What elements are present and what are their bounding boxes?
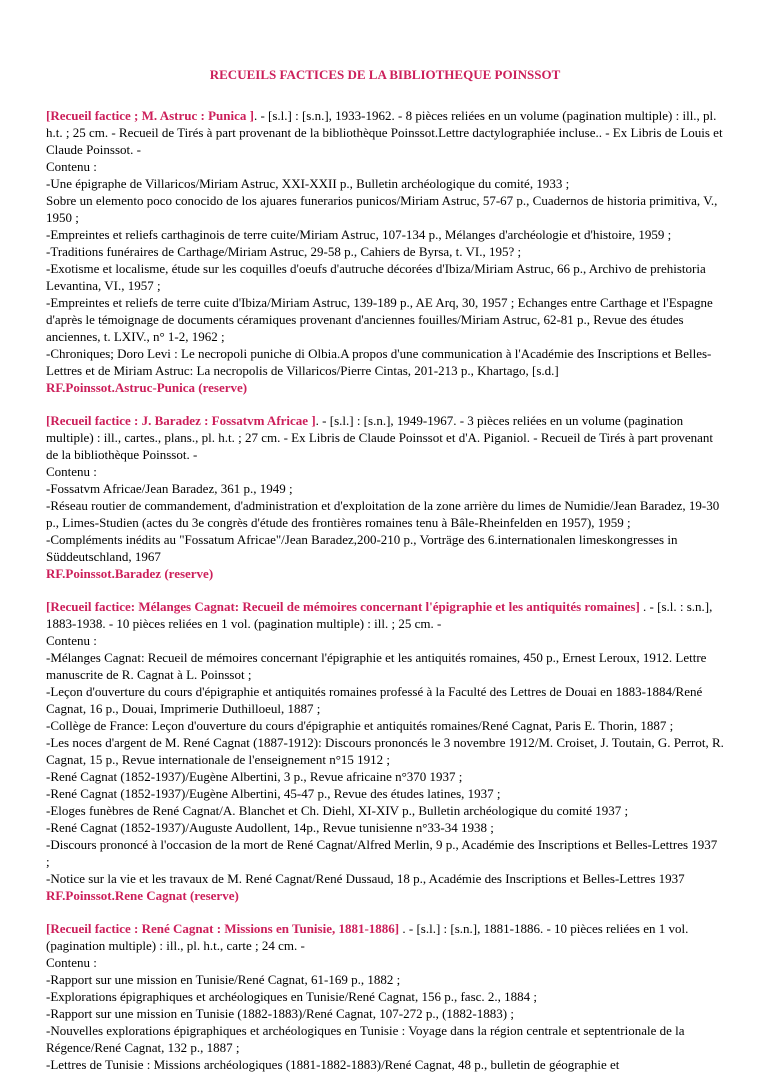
call-number: RF.Poinssot.Baradez (reserve) xyxy=(46,566,214,581)
contents-item: -Réseau routier de commandement, d'administration et d'exploitation de la zone arrière du limes de Numidie/Jean Baradez, 19-30 p., Limes-Studien (actes du 3e congrès d'étude des frontières romaines tenu à Bâle-Rheinfelden en 1957), 1959 ; xyxy=(46,498,720,530)
contents-label: Contenu : xyxy=(46,159,97,174)
contents-item: -Empreintes et reliefs de terre cuite d'Ibiza/Miriam Astruc, 139-189 p., AE Arq, 30, 1957 ; Echanges entre Carthage et l'Espagne d'après le témoignage de documents céramiques provenant d'anciennes fouilles/Miriam Astruc, 62-81 p., Revue des études anciennes, t. LXIV., n° 1-2, 1962 ; xyxy=(46,295,713,344)
contents-item: -Chroniques; Doro Levi : Le necropoli puniche di Olbia.A propos d'une communication à l'Académie des Inscriptions et Belles-Lettres et de Miriam Astruc: La necropolis de Villaricos/Pierre Cintas, 201-213 p., Khartago, [s.d.] xyxy=(46,346,712,378)
contents-item: -Collège de France: Leçon d'ouverture du cours d'épigraphie et antiquités romaines/René Cagnat, Paris E. Thorin, 1887 ; xyxy=(46,718,674,733)
contents-label: Contenu : xyxy=(46,464,97,479)
contents-item: -René Cagnat (1852-1937)/Auguste Audollent, 14p., Revue tunisienne n°33-34 1938 ; xyxy=(46,820,494,835)
contents-item: -Eloges funèbres de René Cagnat/A. Blanchet et Ch. Diehl, XI-XIV p., Bulletin archéologique du comité 1937 ; xyxy=(46,803,629,818)
record-baradez-fossatum xyxy=(46,412,724,582)
contents-item: -Une épigraphe de Villaricos/Miriam Astruc, XXI-XXII p., Bulletin archéologique du comité, 1933 ; xyxy=(46,176,570,191)
record-description: . - [s.l.] : [s.n.], 1949-1967. - 3 pièces reliées en un volume (pagination multiple) : ill., cartes., plans., pl. h.t. ; 27 cm. - Ex Libris de Claude Poinssot et d'A. Piganiol. - Recueil de Tirés à part provenant de la bibliothèque Poinssot. - xyxy=(46,413,714,462)
record-melanges-cagnat xyxy=(46,598,724,904)
contents-item: -Compléments inédits au "Fossatum Africae"/Jean Baradez,200-210 p., Vorträge des 6.internationalen limeskongresses in Süddeutschland, 1967 xyxy=(46,532,678,564)
call-number: RF.Poinssot.Rene Cagnat (reserve) xyxy=(46,888,239,903)
contents-item: Sobre un elemento poco conocido de los ajuares funerarios punicos/Miriam Astruc, 57-67 p., Cuadernos de historia primitiva, V., 1950 ; xyxy=(46,193,718,225)
record-description: . - [s.l.] : [s.n.], 1933-1962. - 8 pièces reliées en un volume (pagination multiple) : ill., pl. h.t. ; 25 cm. - Recueil de Tirés à part provenant de la bibliothèque Poinssot.Lettre dactylographiée incluse.. - Ex Libris de Louis et Claude Poinssot. - xyxy=(46,108,723,157)
contents-item: -Rapport sur une mission en Tunisie/René Cagnat, 61-169 p., 1882 ; xyxy=(46,972,401,987)
contents-item: -Leçon d'ouverture du cours d'épigraphie et antiquités romaines professé à la Faculté des Lettres de Douai en 1883-1884/René Cagnat, 16 p., Douai, Imprimerie Duthilloeul, 1887 ; xyxy=(46,684,703,716)
contents-label: Contenu : xyxy=(46,955,97,970)
record-title-link[interactable]: [Recueil factice : J. Baradez : Fossatvm Africae ] xyxy=(46,413,316,428)
record-astruc-punica xyxy=(46,107,724,396)
record-cagnat-missions xyxy=(46,920,724,1073)
contents-item: -Explorations épigraphiques et archéologiques en Tunisie/René Cagnat, 156 p., fasc. 2., 1884 ; xyxy=(46,989,538,1004)
contents-item: -Fossatvm Africae/Jean Baradez, 361 p., 1949 ; xyxy=(46,481,293,496)
record-title-link[interactable]: [Recueil factice: Mélanges Cagnat: Recueil de mémoires concernant l'épigraphie et les antiquités romaines] xyxy=(46,599,640,614)
contents-item: -Lettres de Tunisie : Missions archéologiques (1881-1882-1883)/René Cagnat, 48 p., bulletin de géographie et xyxy=(46,1057,620,1072)
record-description: . - [s.l.] : [s.n.], 1881-1886. - 10 pièces reliées en 1 vol. (pagination multiple) : ill., pl. h.t., carte ; 24 cm. - xyxy=(46,921,689,953)
contents-label: Contenu : xyxy=(46,633,97,648)
contents-item: -Traditions funéraires de Carthage/Miriam Astruc, 29-58 p., Cahiers de Byrsa, t. VI., 195? ; xyxy=(46,244,522,259)
page-title: RECUEILS FACTICES DE LA BIBLIOTHEQUE POINSSOT xyxy=(209,67,561,82)
call-number: RF.Poinssot.Astruc-Punica (reserve) xyxy=(46,380,248,395)
contents-item: -René Cagnat (1852-1937)/Eugène Albertini, 3 p., Revue africaine n°370 1937 ; xyxy=(46,769,463,784)
record-description: . - [s.l. : s.n.], 1883-1938. - 10 pièces reliées en 1 vol. (pagination multiple) : ill. ; 25 cm. - xyxy=(46,599,713,631)
contents-item: -Mélanges Cagnat: Recueil de mémoires concernant l'épigraphie et les antiquités romaines, 450 p., Ernest Leroux, 1912. Lettre manuscrite de R. Cagnat à L. Poinssot ; xyxy=(46,650,707,682)
contents-item: -René Cagnat (1852-1937)/Eugène Albertini, 45-47 p., Revue des études latines, 1937 ; xyxy=(46,786,501,801)
contents-item: -Empreintes et reliefs carthaginois de terre cuite/Miriam Astruc, 107-134 p., Mélanges d'archéologie et d'histoire, 1959 ; xyxy=(46,227,672,242)
record-title-link[interactable]: [Recueil factice ; M. Astruc : Punica ] xyxy=(46,108,254,123)
contents-item: -Nouvelles explorations épigraphiques et archéologiques en Tunisie : Voyage dans la région centrale et septentrionale de la Régence/René Cagnat, 132 p., 1887 ; xyxy=(46,1023,685,1055)
contents-item: -Les noces d'argent de M. René Cagnat (1887-1912): Discours prononcés le 3 novembre 1912/M. Croiset, J. Toutain, G. Perrot, R. Cagnat, 15 p., Revue internationale de l'enseignement n°15 1912 ; xyxy=(46,735,724,767)
contents-item: -Discours prononcé à l'occasion de la mort de René Cagnat/Alfred Merlin, 9 p., Académie des Inscriptions et Belles-Lettres 1937 ; xyxy=(46,837,718,869)
contents-item: -Rapport sur une mission en Tunisie (1882-1883)/René Cagnat, 107-272 p., (1882-1883) ; xyxy=(46,1006,514,1021)
contents-item: -Notice sur la vie et les travaux de M. René Cagnat/René Dussaud, 18 p., Académie des Inscriptions et Belles-Lettres 1937 xyxy=(46,871,685,886)
record-title-link[interactable]: [Recueil factice : René Cagnat : Missions en Tunisie, 1881-1886] xyxy=(46,921,400,936)
contents-item: -Exotisme et localisme, étude sur les coquilles d'oeufs d'autruche décorées d'Ibiza/Miriam Astruc, 66 p., Archivo de prehistoria Levantina, VI., 1957 ; xyxy=(46,261,706,293)
